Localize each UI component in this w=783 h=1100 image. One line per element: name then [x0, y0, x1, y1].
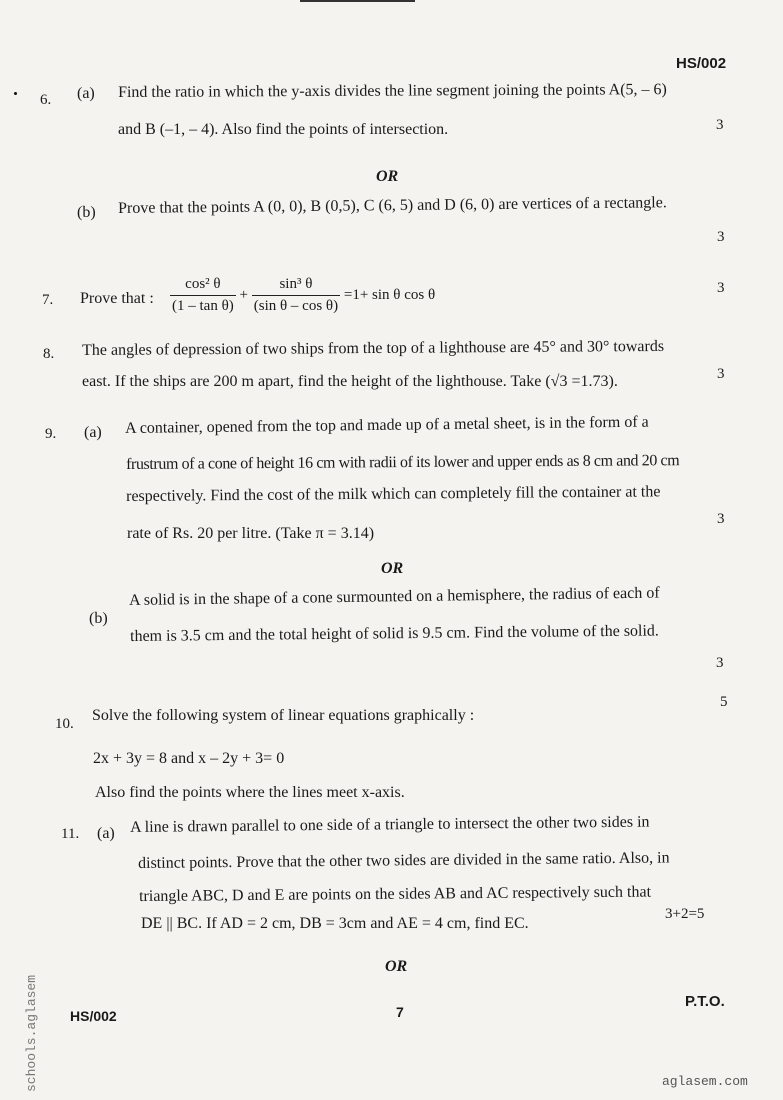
margin-dot	[14, 92, 17, 95]
q6-part-b-marks: 3	[717, 229, 725, 245]
q6-part-b-line1: Prove that the points A (0, 0), B (0,5), C (6, 5) and D (6, 0) are vertices of a rectangle.	[118, 194, 667, 217]
q7-fraction-1	[170, 276, 236, 315]
bottom-watermark: aglasem.com	[662, 1074, 748, 1089]
q7-frac1-numerator: cos² θ	[170, 276, 236, 296]
q7-frac1-denominator: (1 – tan θ)	[172, 298, 234, 314]
q11-line1: A line is drawn parallel to one side of a triangle to intersect the other two sides in	[130, 813, 650, 836]
q9-part-a-line2: frustrum of a cone of height 16 cm with radii of its lower and upper ends as 8 cm and 20 cm	[126, 452, 680, 473]
q10-marks: 5	[720, 694, 728, 710]
q11-marks: 3+2=5	[665, 906, 705, 922]
q6-number: 6.	[40, 92, 52, 108]
q6-or: OR	[376, 168, 399, 185]
q11-part-a-label: (a)	[97, 825, 115, 842]
q6-part-b-label: (b)	[77, 204, 96, 221]
q11-line2: distinct points. Prove that the other two sides are divided in the same ratio. Also, in	[138, 849, 670, 872]
q11-or: OR	[385, 958, 408, 975]
q11-number: 11.	[61, 826, 80, 842]
q9-part-a-line1: A container, opened from the top and made up of a metal sheet, is in the form of a	[125, 413, 649, 437]
q9-part-a-marks: 3	[717, 511, 725, 527]
top-rule	[300, 0, 415, 2]
q7-rhs: =1+ sin θ cos θ	[343, 286, 436, 303]
q10-line3: Also find the points where the lines meet x-axis.	[95, 784, 405, 801]
pto-label: P.T.O.	[685, 993, 725, 1010]
q8-line2: east. If the ships are 200 m apart, find the height of the lighthouse. Take (√3 =1.73).	[82, 373, 618, 390]
q9-part-b-line1: A solid is in the shape of a cone surmounted on a hemisphere, the radius of each of	[129, 584, 660, 609]
q7-equation	[170, 276, 435, 315]
q10-number: 10.	[55, 716, 74, 732]
q7-prefix: Prove that :	[80, 290, 154, 307]
q9-part-a-line3: respectively. Find the cost of the milk which can completely fill the container at the	[126, 483, 661, 505]
q8-marks: 3	[717, 366, 725, 382]
q9-number: 9.	[45, 426, 57, 442]
q9-or: OR	[381, 560, 404, 577]
q7-frac2-denominator: (sin θ – cos θ)	[253, 298, 339, 314]
footer-paper-code: HS/002	[70, 1008, 117, 1024]
q11-line4: DE || BC. If AD = 2 cm, DB = 3cm and AE = 4 cm, find EC.	[141, 915, 529, 932]
page-number: 7	[396, 1004, 404, 1020]
q6-part-a-label: (a)	[77, 85, 95, 102]
q7-plus: +	[239, 286, 248, 303]
q7-marks: 3	[717, 280, 725, 296]
q9-part-b-label: (b)	[89, 610, 108, 627]
q9-part-b-line2: them is 3.5 cm and the total height of solid is 9.5 cm. Find the volume of the solid.	[130, 622, 659, 645]
q6-part-a-marks: 3	[716, 117, 724, 133]
q9-part-a-line4: rate of Rs. 20 per litre. (Take π = 3.14)	[127, 525, 375, 542]
q7-number: 7.	[42, 292, 54, 308]
q7-frac2-numerator: sin³ θ	[252, 276, 340, 296]
q8-number: 8.	[43, 346, 55, 362]
side-watermark: schools.aglasem	[24, 974, 39, 1092]
q8-line1: The angles of depression of two ships from the top of a lighthouse are 45° and 30° towards	[82, 337, 665, 359]
q6-part-a-line1: Find the ratio in which the y-axis divides the line segment joining the points A(5, – 6)	[118, 81, 667, 101]
q9-part-b-marks: 3	[716, 655, 724, 671]
q7-fraction-2	[252, 276, 340, 315]
q6-part-a-line2: and B (–1, – 4). Also find the points of intersection.	[118, 121, 449, 138]
q10-line2: 2x + 3y = 8 and x – 2y + 3= 0	[93, 750, 285, 767]
q10-line1: Solve the following system of linear equations graphically :	[92, 707, 475, 724]
header-paper-code: HS/002	[676, 55, 727, 72]
q11-line3: triangle ABC, D and E are points on the sides AB and AC respectively such that	[139, 883, 652, 905]
q9-part-a-label: (a)	[84, 424, 102, 441]
